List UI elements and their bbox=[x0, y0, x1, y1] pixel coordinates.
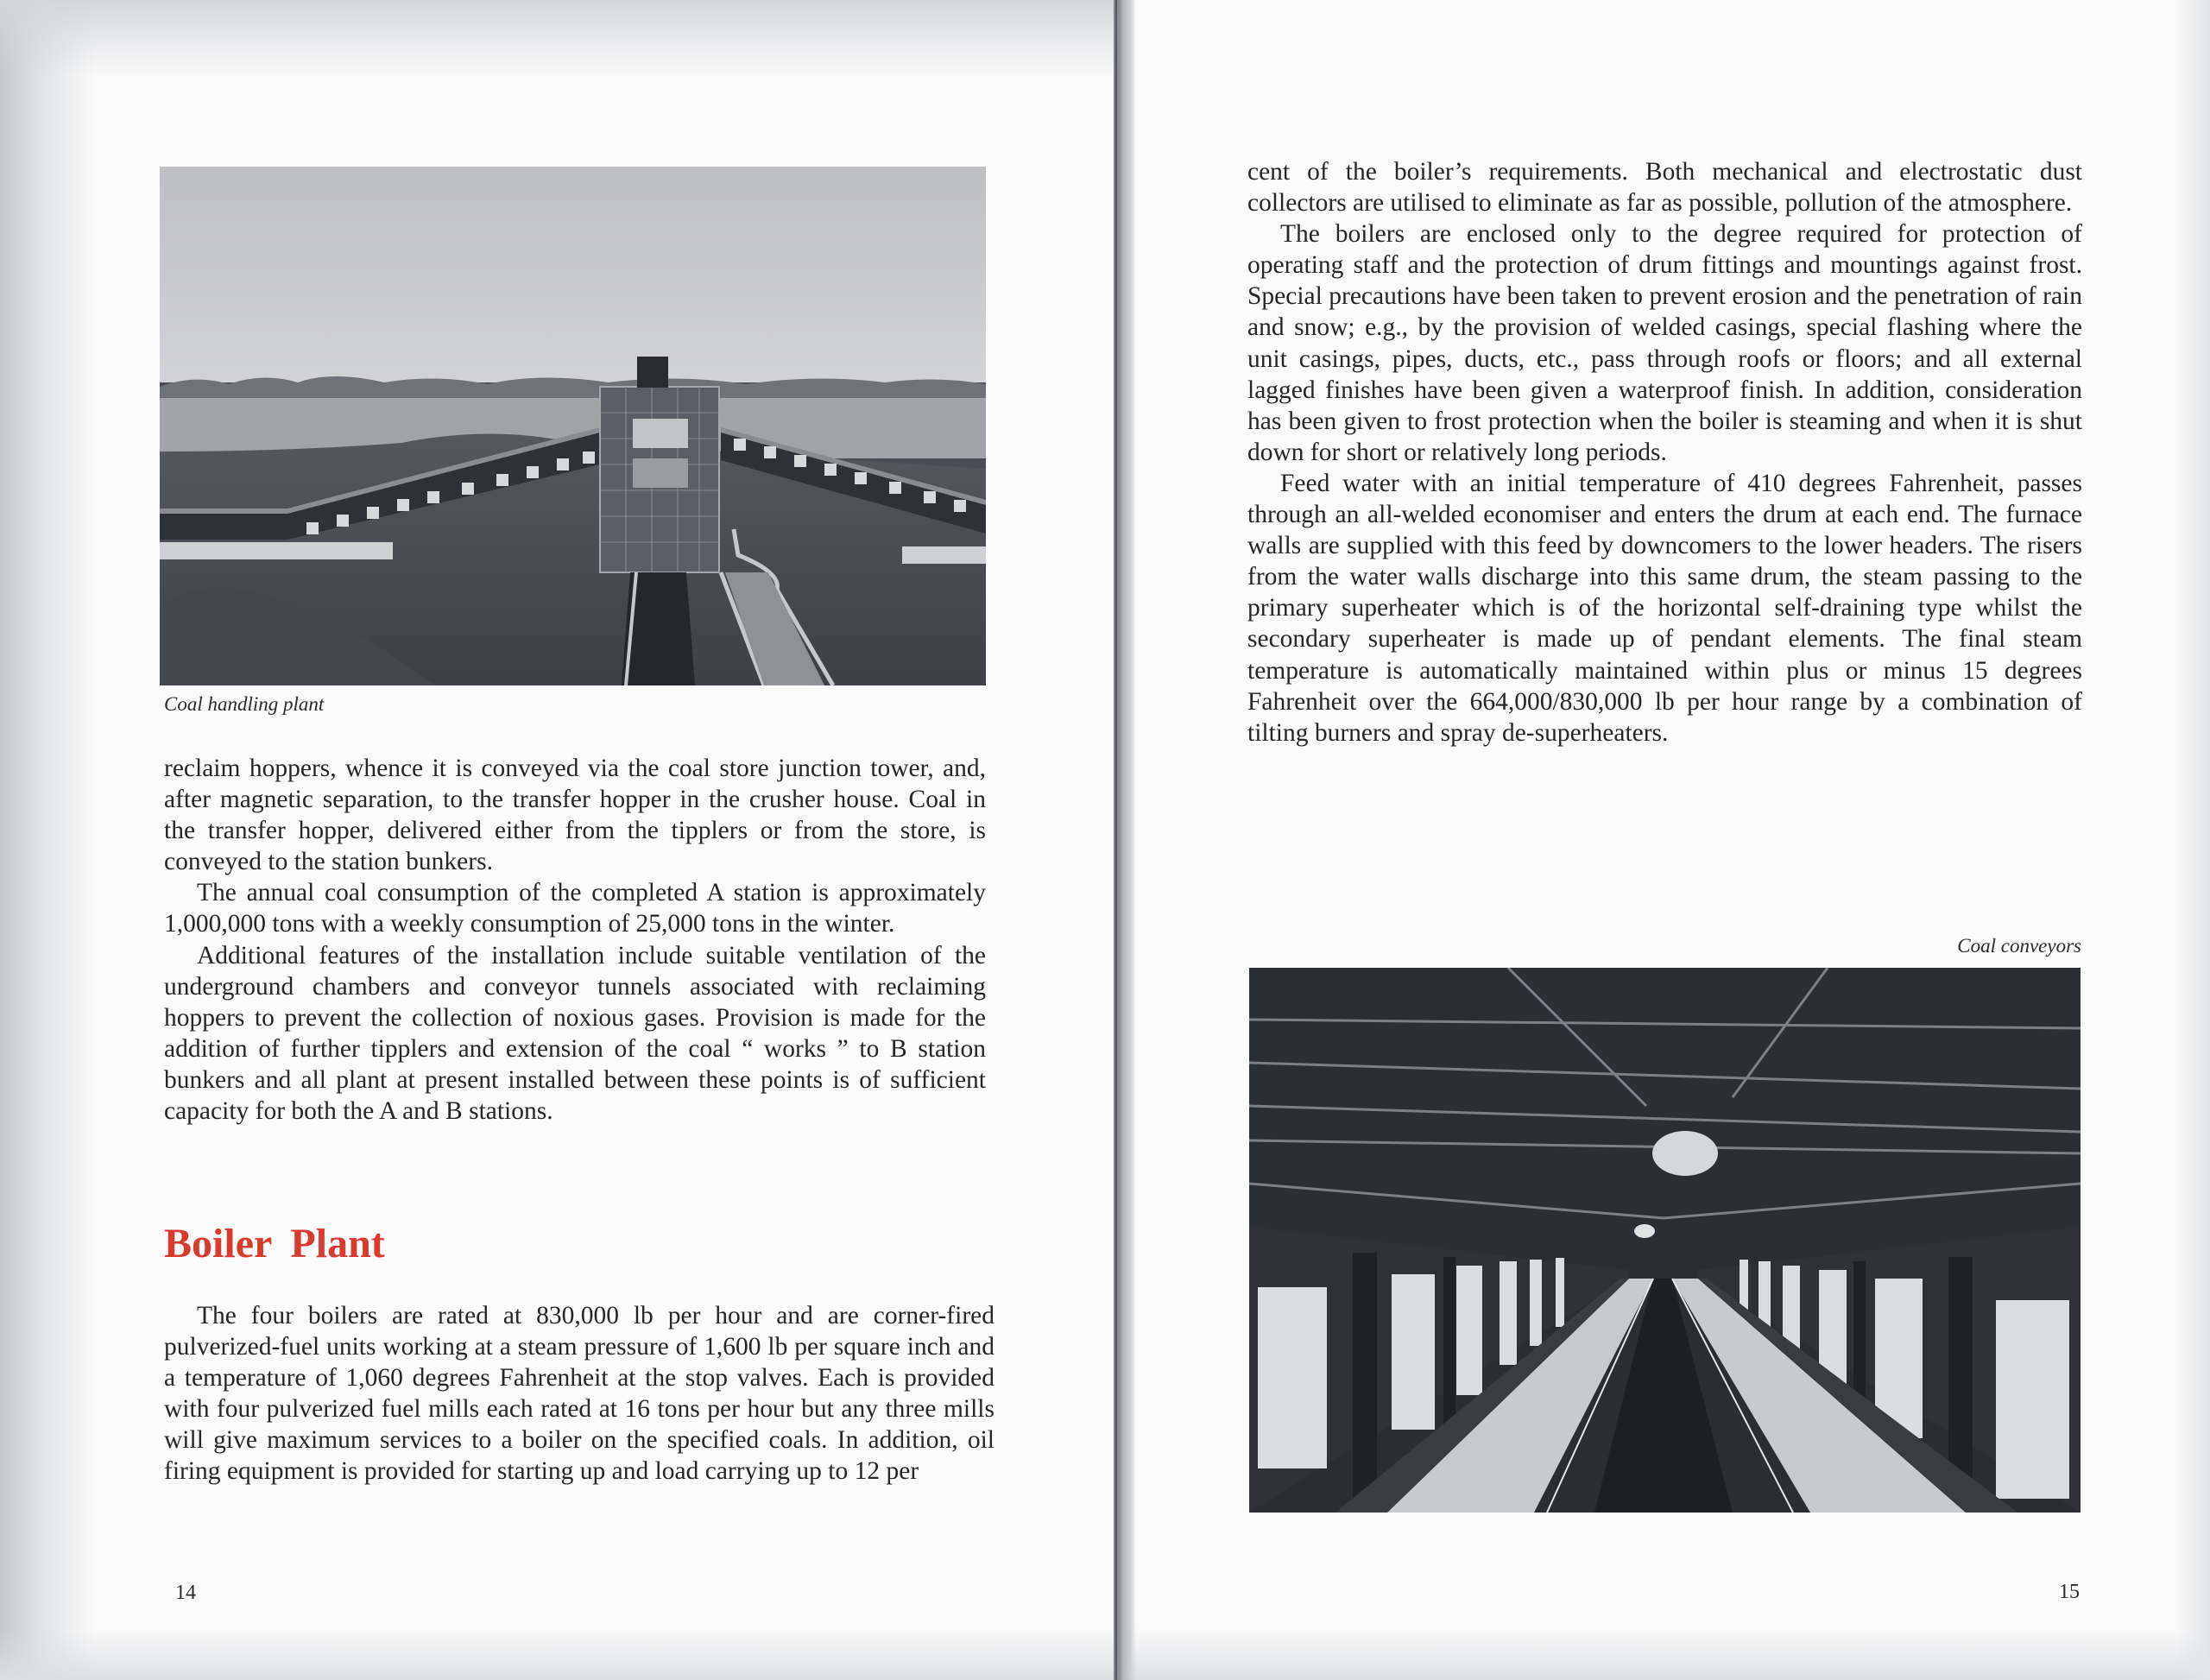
section-heading-boiler-plant: Boiler Plant bbox=[164, 1221, 385, 1266]
tower-cab bbox=[637, 357, 668, 388]
paragraph: The annual coal consumption of the completed A station is approximately 1,000,000 tons with a weekly consumption of 25,000 tons in the winter. bbox=[164, 879, 986, 938]
paragraph: The boilers are enclosed only to the degree required for protection of operating staff and the protection of drum fittings and mountings against frost. Special precautions have been taken to prevent erosion and the penetration of rain and snow; e.g., by the provision of welded casings, special flashing where the unit casings, pipes, ducts, etc., pass through roofs or floors; and all external lagged finishes have been given a waterproof finish. In addition, consideration has been given to frost protection when the boiler is steaming and when it is shut down for short or relatively long periods. bbox=[1247, 220, 2082, 466]
right-page bbox=[1136, 0, 2210, 1680]
boiler-plant-body bbox=[164, 1300, 994, 1487]
book-spine-line bbox=[1115, 0, 1117, 1680]
paragraph: The four boilers are rated at 830,000 lb per hour and are corner-fired pulverized-fuel units working at a steam pressure of 1,600 lb per square inch and a temperature of 1,060 degrees Fahrenheit at the stop valves. Each is provided with four pulverized fuel mills each rated at 16 tons per hour but any three mills will give maximum services to a boiler on the specified coals. In addition, oil firing equipment is provided for starting up and load carrying up to 12 per bbox=[164, 1302, 994, 1486]
coal-handling-plant-caption: Coal handling plant bbox=[164, 693, 325, 715]
coal-conveyors-caption: Coal conveyors bbox=[1957, 935, 2081, 957]
coal-handling-plant-illustration bbox=[160, 167, 986, 685]
retaining-wall-right bbox=[902, 546, 986, 564]
sky bbox=[160, 167, 986, 382]
left-page-body bbox=[164, 753, 986, 1127]
ceiling-lamp bbox=[1652, 1131, 1718, 1176]
paragraph: reclaim hoppers, whence it is conveyed via the coal store junction tower, and, after magnetic separation, to the transfer hopper in the crusher house. Coal in the transfer hopper, delivered either from the tipplers or from the store, is conveyed to the station bunkers. bbox=[164, 755, 986, 876]
right-page-body bbox=[1247, 156, 2082, 748]
paragraph: cent of the boiler’s requirements. Both mechanical and electrostatic dust collectors are utilised to eliminate as far as possible, pollution of the atmosphere. bbox=[1247, 158, 2082, 218]
page-number-left: 14 bbox=[175, 1582, 196, 1604]
coal-conveyors-photo bbox=[1249, 968, 2081, 1513]
paragraph: Additional features of the installation include suitable ventilation of the underground chambers and conveyor tunnels associated with reclaiming hoppers to prevent the collection of noxious gases. Provision is made for the addition of further tipplers and extension of the coal “ works ” to B station bunkers and all plant at present installed between these points is of sufficient capacity for both the A and B stations. bbox=[164, 941, 986, 1126]
paragraph: Feed water with an initial temperature of 410 degrees Fahrenheit, passes through an all-welded economiser and enters the drum at each end. The furnace walls are supplied with this feed by downcomers to the lower headers. The risers from the water walls discharge into this same drum, the steam passing to the primary superheater which is of the horizontal self-draining type whilst the secondary superheater is made up of pendant elements. The final steam temperature is automatically maintained within plus or minus 15 degrees Fahrenheit over the 664,000/830,000 lb per hour range by a combination of tilting burners and spray de-superheaters. bbox=[1247, 469, 2082, 747]
coal-handling-plant-photo bbox=[160, 167, 986, 685]
retaining-wall-left bbox=[160, 542, 393, 559]
coal-conveyors-illustration bbox=[1249, 968, 2081, 1513]
page-number-right: 15 bbox=[2059, 1581, 2080, 1603]
